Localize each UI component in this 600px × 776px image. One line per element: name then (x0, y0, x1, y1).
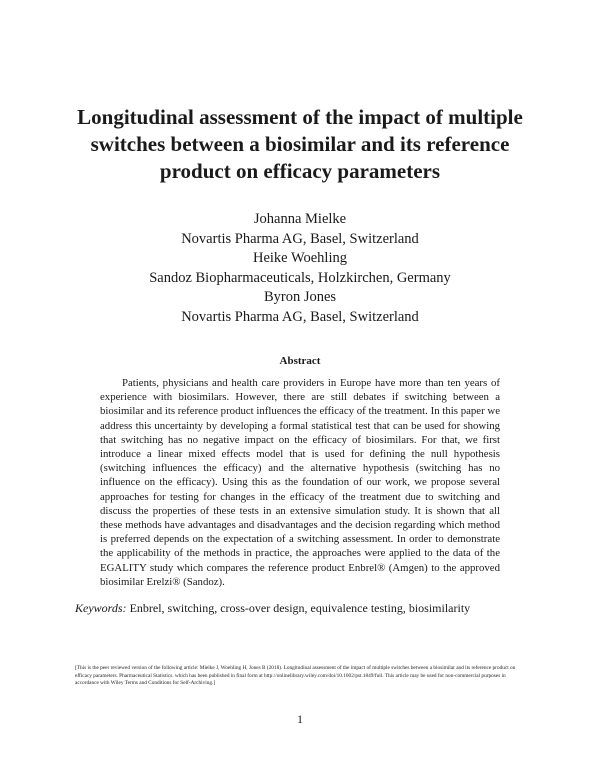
page-number: 1 (297, 712, 303, 726)
keywords-line (75, 600, 535, 616)
author-name: Johanna Mielke (253, 211, 347, 227)
abstract-text: Patients, physicians and health care providers in Europe have more than ten years of experience with biosimilars. However, there are still debates if switching between a biosimilar and its reference product influences the efficacy of the treatment. In this paper we address this uncertainty by developing a formal statistical test that can be used for showing that switching has no negative impact on the efficacy of biosimilars. For that, we first introduce a linear mixed effects model that is used for defining the null hypothesis (switching influences the efficacy) and the alternative hypothesis (switching has no influence on the efficacy). Using this as the foundation of our work, we propose several approaches for testing for changes in the efficacy of the treatment due to switching and discuss the properties of these tests in an extensive simulation study. It is shown that all these methods have advantages and disadvantages and the decision regarding which method is preferred depends on the expectation of a switching assessment. In order to demonstrate the applicability of the methods in practice, the approaches were applied to the data of the EGALITY study which compares the reference product Enbrel® (Amgen) to the approved biosimilar Erelzi® (Sandoz). (100, 377, 500, 588)
publication-footnote: [This is the peer reviewed version of the following article: Mielke J, Woehling H, Jones B (2018). Longitudinal assessment of the impact of multiple switches between a biosimilar and its reference product on efficacy parameters. Pharmaceutical Statistics. which has been published in final form at http://onlinelibrary.wiley.com/doi/10.1002/pst.1849/full. This article may be used for non-commercial purposes in accordance with Wiley Terms and Conditions for Self-Archiving.] (75, 665, 516, 687)
author-affiliation: Novartis Pharma AG, Basel, Switzerland (181, 308, 419, 325)
abstract-heading: Abstract (279, 355, 321, 367)
author-name: Byron Jones (263, 289, 337, 306)
paper-title: Longitudinal assessment of the impact of multiple switches between a biosimilar and its reference product on efficacy parameters (77, 105, 523, 183)
author-block (80, 210, 520, 328)
author-name: Heike Woehling (252, 250, 347, 267)
author-affiliation: Sandoz Biopharmaceuticals, Holzkirchen, Germany (149, 269, 451, 286)
keywords-label: Keywords: (75, 601, 127, 615)
keywords-text: Enbrel, switching, cross-over design, equivalence testing, biosimilarity (129, 601, 471, 615)
author-affiliation: Novartis Pharma AG, Basel, Switzerland (181, 230, 419, 247)
